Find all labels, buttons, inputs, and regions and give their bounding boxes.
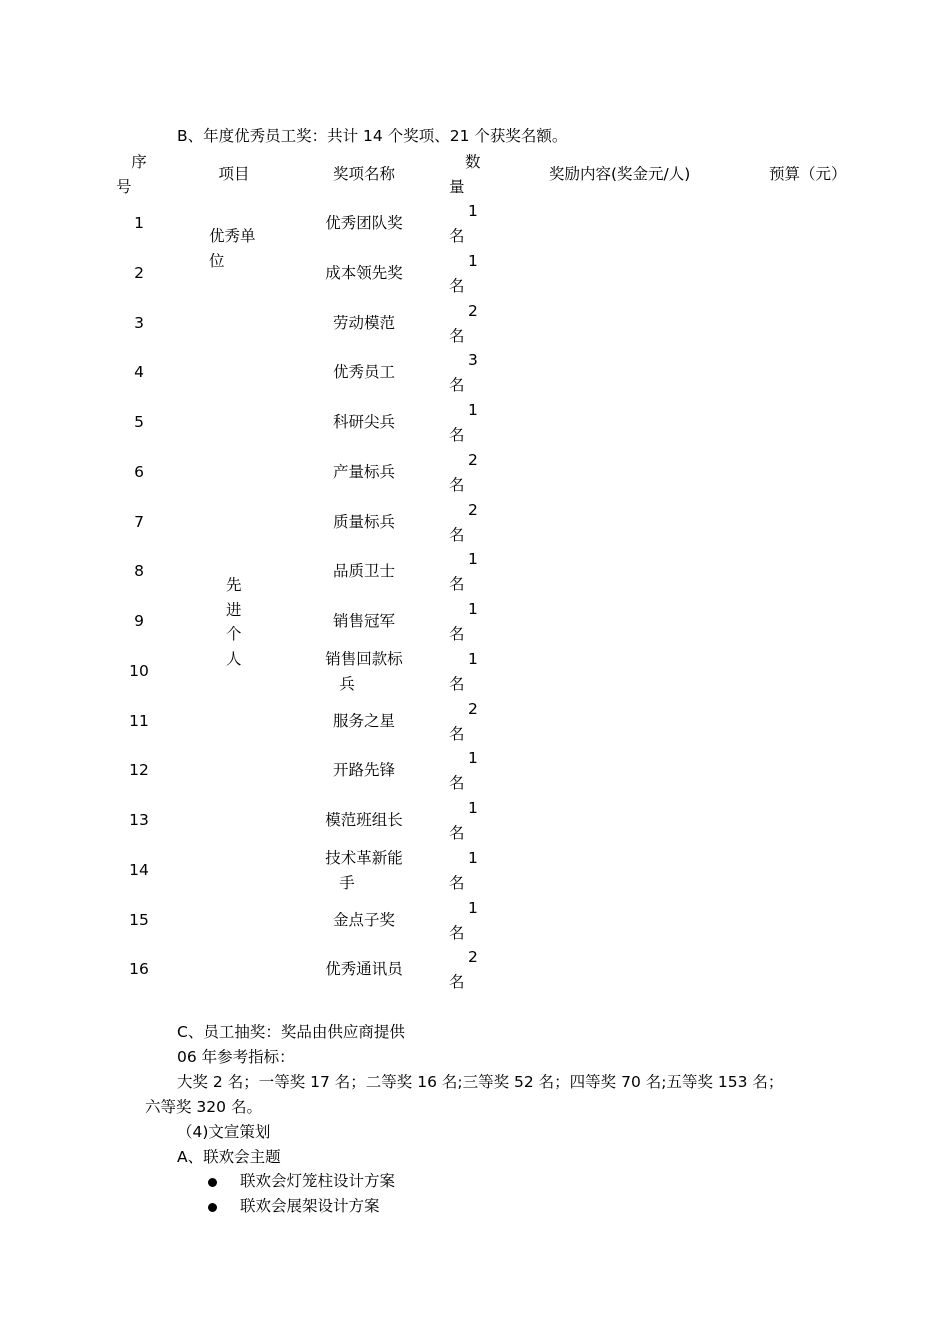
group-individual-line1: 先 bbox=[226, 576, 242, 594]
section-c-title: C、员工抽奖：奖品由供应商提供 bbox=[177, 1023, 405, 1041]
row-award-name: 服务之星 bbox=[332, 711, 396, 730]
row-qty-unit: 名 bbox=[449, 227, 465, 245]
row-seq: 3 bbox=[134, 313, 144, 332]
row-qty: 1 bbox=[468, 202, 478, 220]
header-qty-line1: 数 bbox=[465, 153, 481, 171]
row-seq: 2 bbox=[134, 263, 144, 282]
row-award-name: 技术革新能 bbox=[325, 848, 403, 867]
row-seq: 5 bbox=[134, 413, 144, 431]
row-seq: 15 bbox=[129, 910, 149, 929]
row-award-name: 开路先锋 bbox=[332, 761, 396, 780]
row-qty: 2 bbox=[468, 500, 478, 519]
row-award-name: 优秀通讯员 bbox=[325, 960, 403, 979]
group-individual-line2: 进 bbox=[226, 601, 242, 619]
row-award-name: 产量标兵 bbox=[332, 462, 396, 481]
row-qty: 2 bbox=[468, 301, 478, 320]
row-qty: 1 bbox=[468, 600, 478, 618]
row-qty: 1 bbox=[468, 550, 478, 569]
row-award-name: 金点子奖 bbox=[332, 910, 396, 929]
row-qty: 1 bbox=[468, 251, 478, 270]
list-item-text: 联欢会灯笼柱设计方案 bbox=[240, 1172, 396, 1190]
row-seq: 12 bbox=[129, 761, 149, 780]
row-qty: 2 bbox=[468, 948, 478, 967]
row-qty: 1 bbox=[468, 898, 478, 917]
section-b-title: B、年度优秀员工奖：共计 14 个奖项、21 个获奖名额。 bbox=[177, 127, 568, 145]
row-qty-unit: 名 bbox=[449, 774, 465, 793]
row-qty: 3 bbox=[468, 351, 478, 370]
section-4-sub-a: A、联欢会主题 bbox=[177, 1148, 281, 1166]
row-qty-unit: 名 bbox=[449, 674, 465, 693]
row-qty-unit: 名 bbox=[449, 525, 465, 544]
group-individual-line4: 人 bbox=[226, 650, 242, 668]
reference-line-1: 大奖 2 名；一等奖 17 名；二等奖 16 名;三等奖 52 名；四等奖 70 名;五等奖 153 名； bbox=[177, 1073, 784, 1091]
row-qty-unit: 名 bbox=[449, 276, 465, 295]
header-seq-line1: 序 bbox=[131, 153, 147, 171]
row-qty: 1 bbox=[468, 749, 478, 768]
group-individual-line3: 个 bbox=[226, 625, 242, 643]
row-seq: 1 bbox=[134, 214, 144, 232]
row-qty-unit: 名 bbox=[449, 824, 465, 842]
row-qty-unit: 名 bbox=[449, 625, 465, 643]
row-qty-unit: 名 bbox=[449, 923, 465, 942]
row-award-name-cont: 兵 bbox=[339, 674, 355, 693]
bullet-icon bbox=[208, 1178, 217, 1187]
row-qty: 1 bbox=[468, 401, 478, 419]
row-seq: 11 bbox=[129, 711, 149, 730]
header-qty-line2: 量 bbox=[449, 178, 465, 196]
group-unit-line1: 优秀单 bbox=[209, 227, 256, 245]
row-award-name: 成本领先奖 bbox=[325, 263, 403, 282]
row-award-name: 科研尖兵 bbox=[332, 413, 396, 431]
row-qty-unit: 名 bbox=[449, 376, 465, 395]
row-award-name: 销售回款标 bbox=[325, 649, 403, 668]
row-seq: 13 bbox=[129, 811, 149, 829]
row-qty: 2 bbox=[468, 450, 478, 469]
row-award-name: 优秀员工 bbox=[332, 363, 396, 382]
row-award-name-cont: 手 bbox=[339, 873, 355, 892]
row-qty-unit: 名 bbox=[449, 575, 465, 594]
group-unit-line2: 位 bbox=[209, 252, 225, 270]
row-seq: 4 bbox=[134, 363, 144, 382]
row-award-name: 销售冠军 bbox=[332, 612, 396, 630]
row-qty-unit: 名 bbox=[449, 873, 465, 892]
row-qty-unit: 名 bbox=[449, 475, 465, 494]
header-seq-line2: 号 bbox=[116, 178, 132, 196]
row-seq: 7 bbox=[134, 512, 144, 531]
row-seq: 6 bbox=[134, 462, 144, 481]
row-award-name: 品质卫士 bbox=[332, 562, 396, 581]
reference-title: 06 年参考指标： bbox=[177, 1048, 295, 1066]
row-seq: 8 bbox=[134, 562, 144, 581]
header-budget: 预算（元） bbox=[769, 165, 847, 183]
row-qty: 1 bbox=[468, 848, 478, 867]
header-reward: 奖励内容(奖金元/人) bbox=[549, 165, 691, 183]
list-item-text: 联欢会展架设计方案 bbox=[240, 1197, 380, 1215]
row-qty-unit: 名 bbox=[449, 326, 465, 345]
row-qty-unit: 名 bbox=[449, 973, 465, 992]
row-qty: 2 bbox=[468, 699, 478, 718]
row-award-name: 质量标兵 bbox=[332, 512, 396, 531]
row-qty-unit: 名 bbox=[449, 724, 465, 743]
row-award-name: 模范班组长 bbox=[325, 811, 403, 829]
bullet-icon bbox=[208, 1203, 217, 1212]
row-seq: 16 bbox=[129, 960, 149, 979]
reference-line-2: 六等奖 320 名。 bbox=[145, 1098, 262, 1116]
row-award-name: 劳动模范 bbox=[332, 313, 396, 332]
header-category: 项目 bbox=[218, 165, 250, 183]
row-seq: 14 bbox=[129, 860, 149, 879]
row-qty: 1 bbox=[468, 649, 478, 668]
row-seq: 9 bbox=[134, 612, 144, 630]
row-seq: 10 bbox=[129, 661, 149, 680]
section-4-title: （4)文宣策划 bbox=[177, 1123, 271, 1141]
row-award-name: 优秀团队奖 bbox=[325, 214, 403, 232]
header-award-name: 奖项名称 bbox=[332, 165, 396, 183]
row-qty: 1 bbox=[468, 799, 478, 817]
row-qty-unit: 名 bbox=[449, 426, 465, 444]
